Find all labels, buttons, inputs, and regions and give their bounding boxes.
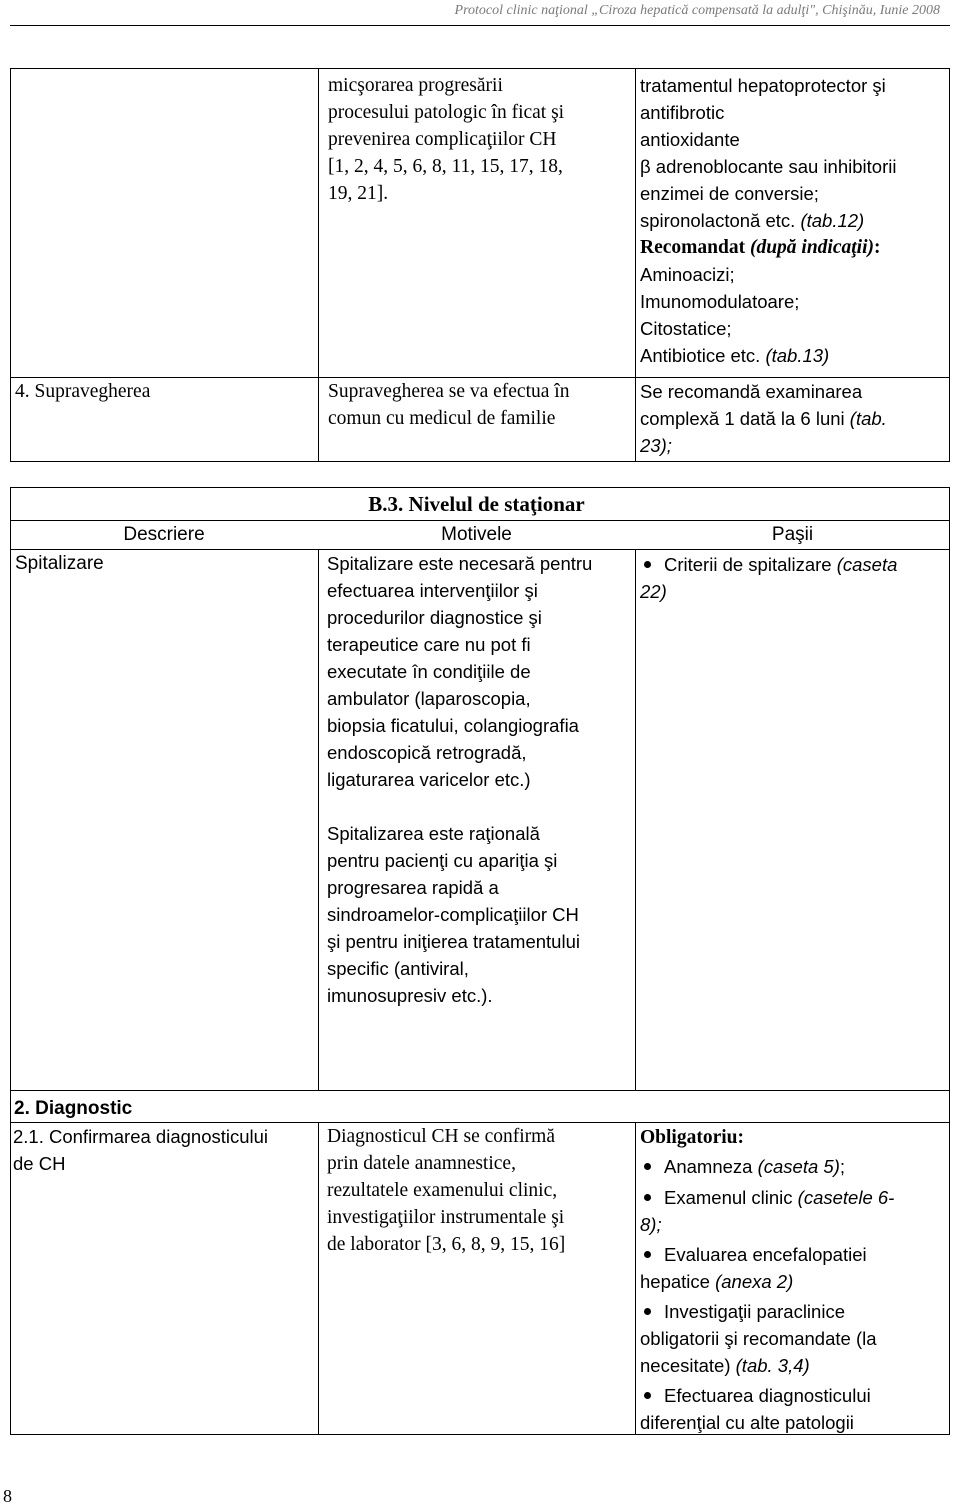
table3-item-paraclinice: Investigaţii paraclinice (640, 1298, 945, 1325)
table1-row2-descriere: 4. Supravegherea (15, 381, 151, 402)
table2-section-title: B.3. Nivelul de staţionar (368, 492, 585, 516)
table2-divider-2 (635, 549, 636, 1091)
table1-divider-2 (635, 68, 636, 462)
table2-col-pasii: Paşii (771, 524, 814, 545)
table1-row1-pasi: tratamentul hepatoprotector şi antifibrotic antioxidante β adrenoblocante sau inhibitorii enzimei de conversie; spironolactonă etc. (tab.12) Recomandat (după indicaţii): Aminoacizi; Imunomodulatoare; Citostatice; Antibiotice etc. (tab.13) (640, 75, 897, 366)
table3-pasi: Obligatoriu: Anamneza (caseta 5); Examenul clinic (casetele 6- 8); Evaluarea encefalopatiei hepatice (anexa 2) Investigaţii paraclinice obligatorii şi recomandate (la necesitate) (tab. 3,4) Efectuarea diagnosticului diferenţial cu alte patologii (640, 1124, 945, 1436)
table3-divider-2 (635, 1122, 636, 1435)
table2-motive: Spitalizare este necesară pentru efectuarea intervenţiilor şi procedurilor diagnostice şi terapeutice care nu pot fi executate în condiţiile de ambulator (laparoscopia, biopsia ficatului, colangiografia endoscopică retrogradă, ligaturarea varicelor etc.) Spitalizarea este raţională pentru pacienţi cu apariţia şi progresarea rapidă a sindroamelor-complicaţiilor CH şi pentru iniţierea tratamentului specific (antiviral, imunosupresiv etc.). (327, 553, 593, 1006)
table1-row2-pasi: Se recomandă examinarea complexă 1 dată la 6 luni (tab. 23); (640, 381, 887, 456)
table2-descriere: Spitalizare (15, 553, 104, 574)
header-rule (10, 25, 950, 26)
table3-section-title: 2. Diagnostic (14, 1098, 133, 1119)
table1-row2-motive: Supravegherea se va efectua în comun cu medicul de familie (328, 381, 570, 429)
table3-item-diferential: Efectuarea diagnosticului (640, 1382, 945, 1409)
running-header: Protocol clinic naţional „Ciroza hepatică compensată la adulţi", Chişinău, Iunie 2008 (454, 3, 940, 18)
table1-divider-1 (318, 68, 319, 462)
table3-motive: Diagnosticul CH se confirmă prin datele anamnestice, rezultatele examenului clinic, investigaţiilor instrumentale şi de laborator [3, 6, 8, 9, 15, 16] (327, 1126, 566, 1255)
table3-descriere: 2.1. Confirmarea diagnosticului de CH (13, 1126, 269, 1174)
table1-row1-motive: micşorarea progresării procesului patologic în ficat şi prevenirea complicaţiilor CH [1, 2, 4, 5, 6, 8, 11, 15, 17, 18, 19, 21]. (328, 75, 565, 204)
table2-pasi-item: Criterii de spitalizare (caseta (640, 551, 945, 578)
table2-pasi: Criterii de spitalizare (caseta 22) (640, 551, 945, 605)
table2-col-motivele: Motivele (441, 524, 512, 545)
table3-divider-1 (318, 1122, 319, 1435)
table3-item-examen: Examenul clinic (casetele 6- (640, 1184, 945, 1211)
table2-divider-1 (318, 549, 319, 1091)
table2-col-descriere: Descriere (123, 524, 205, 545)
table3-item-encefalopatie: Evaluarea encefalopatiei (640, 1241, 945, 1268)
table3-item-anamneza: Anamneza (caseta 5); (640, 1153, 945, 1180)
page-number: 8 (3, 1486, 12, 1506)
